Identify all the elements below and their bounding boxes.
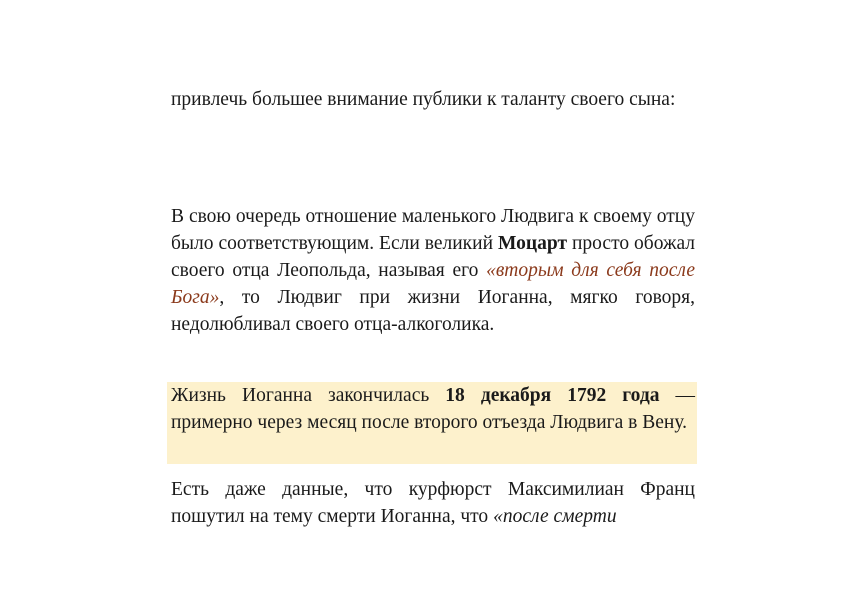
- paragraph-2-text-start: В свою очередь отношение маленького Людвига к своему отцу было соответствующим. Если великий: [171, 206, 695, 254]
- paragraph-4: [171, 476, 695, 530]
- death-date-bold: 18 декабря 1792 года: [445, 385, 660, 406]
- paragraph-3-text-end: — примерно через месяц после второго отъезда Людвига в Вену.: [171, 385, 696, 433]
- paragraph-1: [171, 86, 695, 113]
- paragraph-3-highlighted: [171, 382, 695, 436]
- mozart-bold-name: Моцарт: [497, 233, 568, 254]
- paragraph-1-text: привлечь большее внимание публики к таланту своего сына:: [171, 89, 676, 110]
- paragraph-2: [171, 203, 695, 338]
- elector-quote: «после смерти: [493, 506, 617, 527]
- paragraph-2-text-end: , то Людвиг при жизни Иоганна, мягко говоря, недолюбливал своего отца-алкоголика.: [171, 287, 695, 335]
- mozart-quote: «вторым для себя после Бога»: [171, 260, 695, 308]
- paragraph-4-text-start: Есть даже данные, что курфюрст Максимилиан Франц пошутил на тему смерти Иоганна, что: [171, 479, 695, 527]
- paragraph-3-text-start: Жизнь Иоганна закончилась: [171, 385, 446, 406]
- paragraph-2-text-middle: просто обожал своего отца Леопольда, называя его: [171, 233, 696, 281]
